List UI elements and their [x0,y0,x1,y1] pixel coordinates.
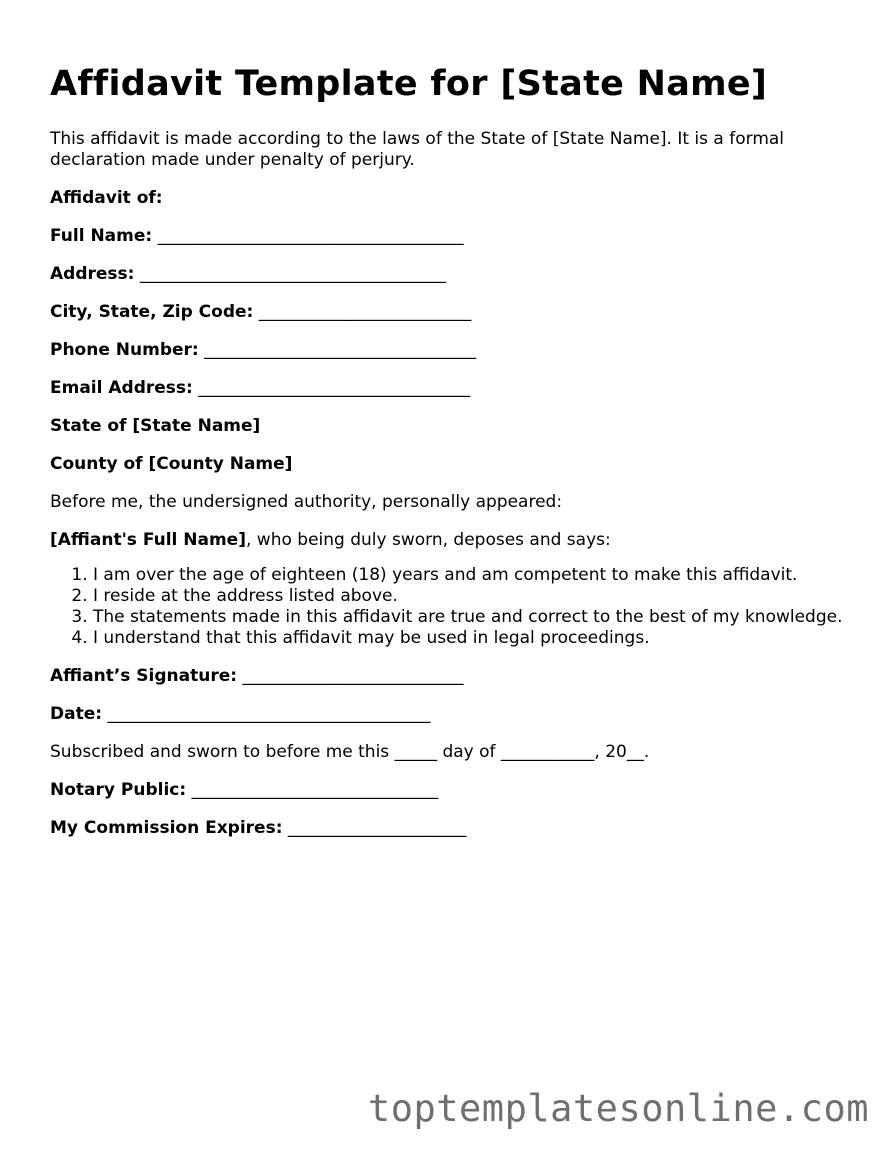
full-name-field [50,226,850,247]
subscribed-line: Subscribed and sworn to before me this _____ day of ___________, 20__. [50,742,650,762]
city-state-zip-field [50,302,850,323]
field-blank: ________________________________ [198,378,471,398]
signature-field [50,666,850,687]
field-label: Notary Public: [50,780,187,800]
field-blank: _________________________ [258,302,472,322]
affidavit-of-heading: Affidavit of: [50,188,163,208]
date-field [50,704,850,725]
state-of-line: State of [State Name] [50,416,261,436]
intro-paragraph: This affidavit is made according to the laws of the State of [State Name]. It is a formal declaration made under penalty of perjury. [50,129,785,170]
list-item: 2. I reside at the address listed above. [93,586,850,607]
field-blank: _____________________________ [191,780,439,800]
field-blank: ____________________________________ [157,226,464,246]
field-blank: ________________________________ [204,340,477,360]
watermark: toptemplatesonline.com [367,1087,869,1130]
field-label: City, State, Zip Code: [50,302,254,322]
field-blank: __________________________ [242,666,464,686]
notary-field [50,780,850,801]
field-label: Email Address: [50,378,193,398]
list-item: 3. The statements made in this affidavit are true and correct to the best of my knowledge. [93,607,850,628]
address-field [50,264,850,285]
field-blank: ______________________________________ [107,704,431,724]
field-blank: _____________________ [287,818,467,838]
list-item: 1. I am over the age of eighteen (18) years and am competent to make this affidavit. [93,565,850,586]
field-label: Full Name: [50,226,153,246]
document-page [50,62,850,839]
list-item: 4. I understand that this affidavit may be used in legal proceedings. [93,628,850,649]
page-title: Affidavit Template for [State Name] [50,64,768,104]
affiant-name: [Affiant's Full Name] [50,530,246,550]
field-blank: ____________________________________ [139,264,446,284]
field-label: My Commission Expires: [50,818,283,838]
county-of-line: County of [County Name] [50,454,293,474]
statements-list [50,565,850,649]
affiant-line-rest: , who being duly sworn, deposes and says: [245,530,611,550]
affiant-line [50,530,850,551]
commission-field [50,818,850,839]
phone-number-field [50,340,850,361]
before-me-line: Before me, the undersigned authority, personally appeared: [50,492,563,512]
field-label: Affiant’s Signature: [50,666,238,686]
field-label: Address: [50,264,135,284]
field-label: Date: [50,704,103,724]
email-address-field [50,378,850,399]
field-label: Phone Number: [50,340,199,360]
